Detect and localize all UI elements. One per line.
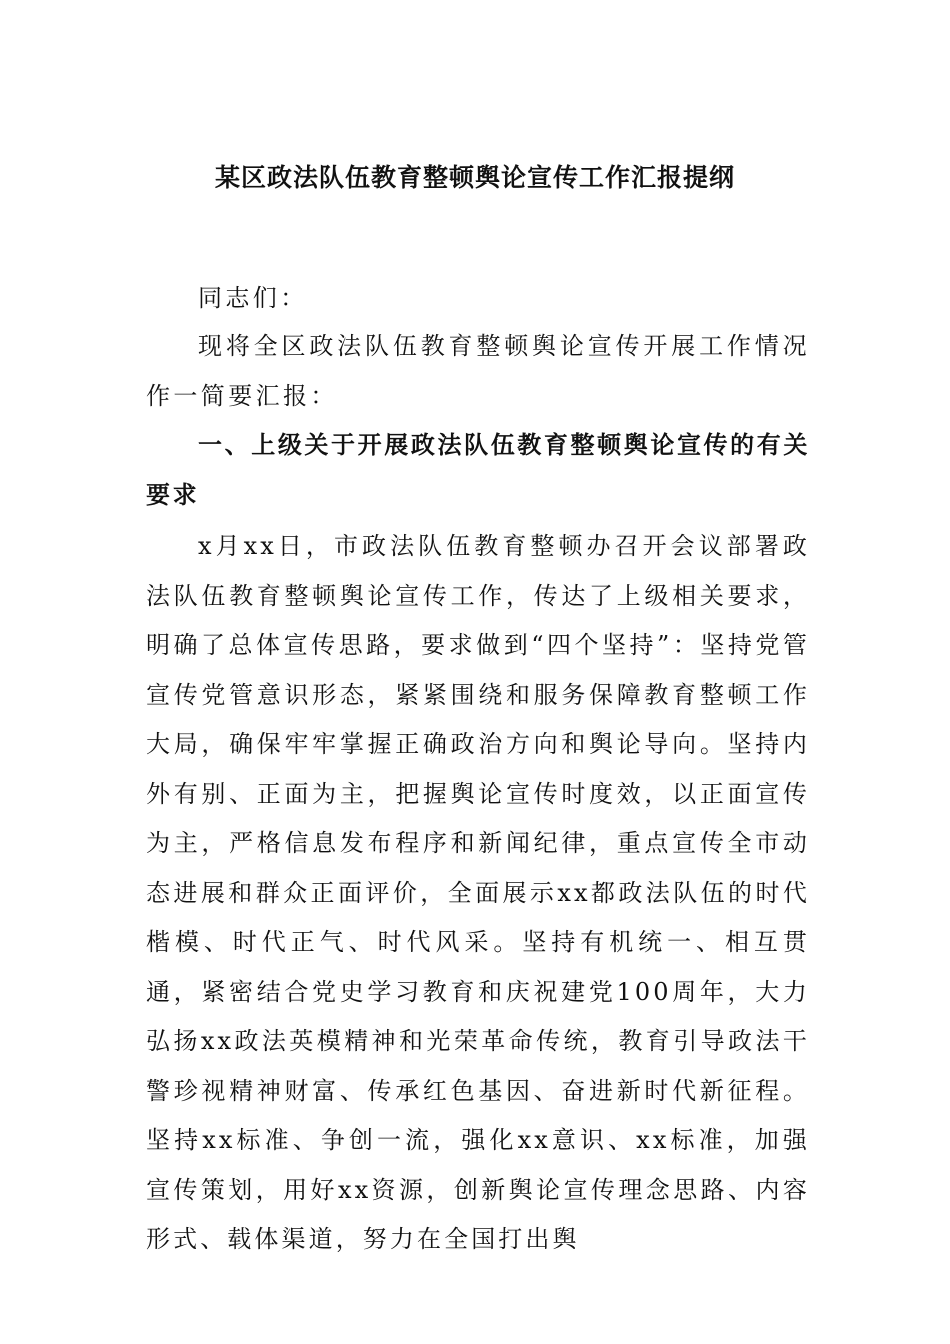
greeting-line: 同志们： xyxy=(198,284,308,312)
intro-paragraph: 现将全区政法队伍教育整顿舆论宣传开展工作情况作一简要汇报： xyxy=(146,332,810,410)
section-1-paragraph: x月xx日，市政法队伍教育整顿办召开会议部署政法队伍教育整顿舆论宣传工作，传达了上级相关要求，明确了总体宣传思路，要求做到“四个坚持”：坚持党管宣传党管意识形态，紧紧围绕和服务保障教育整顿工作大局，确保牢牢掌握正确政治方向和舆论导向。坚持内外有别、正面为主，把握舆论宣传时度效，以正面宣传为主，严格信息发布程序和新闻纪律，重点宣传全市动态进展和群众正面评价，全面展示xx都政法队伍的时代楷模、时代正气、时代风采。坚持有机统一、相互贯通，紧密结合党史学习教育和庆祝建党100周年，大力弘扬xx政法英模精神和光荣革命传统，教育引导政法干警珍视精神财富、传承红色基因、奋进新时代新征程。坚持xx标准、争创一流，强化xx意识、xx标准，加强宣传策划，用好xx资源，创新舆论宣传理念思路、内容形式、载体渠道，努力在全国打出舆 xyxy=(146,532,810,1253)
document-title: 某区政法队伍教育整顿舆论宣传工作汇报提纲 xyxy=(214,163,735,192)
section-heading-1: 一、上级关于开展政法队伍教育整顿舆论宣传的有关要求 xyxy=(146,430,810,509)
